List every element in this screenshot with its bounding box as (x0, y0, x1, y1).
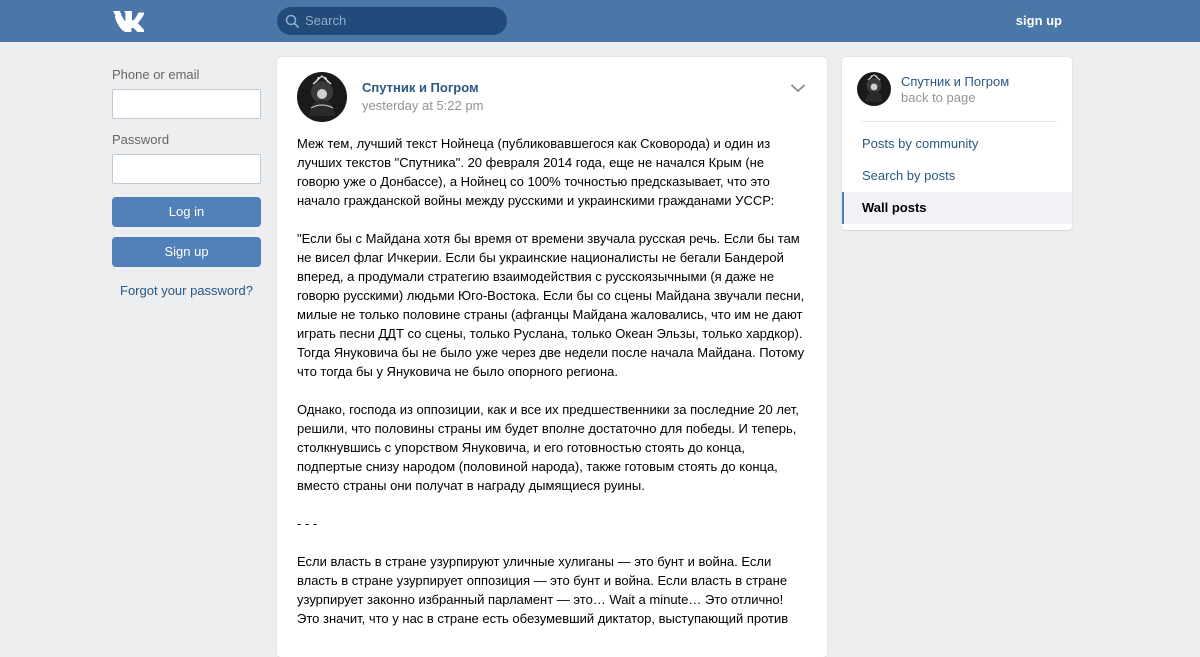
top-bar (0, 0, 1200, 42)
signup-button[interactable]: Sign up (112, 237, 261, 267)
divider (862, 121, 1057, 122)
forgot-password-link[interactable]: Forgot your password? (120, 283, 253, 298)
post-author[interactable]: Спутник и Погром (362, 80, 479, 95)
search-icon (285, 14, 299, 28)
post-text (297, 134, 809, 647)
community-avatar-small[interactable] (857, 72, 891, 106)
post-paragraph: Если власть в стране узурпируют уличные хулиганы — это бунт и война. Если власть в стране узурпирует оппозиция — это бунт и война. Если власть в стране узурпирует законно избранный парламент — это… Wait a minute… Это отлично! Это значит, что у нас в стране есть обезумевший диктатор, выступающий против (297, 554, 789, 626)
sidebar-item-posts-by-community[interactable]: Posts by community (862, 136, 979, 151)
post-separator: - - - (297, 516, 318, 531)
chevron-down-icon[interactable] (791, 84, 805, 93)
community-sidebar (842, 57, 1072, 230)
post-paragraph: Однако, господа из оппозиции, как и все их предшественники за последние 20 лет, решили, что половины страны им будет вполне достаточно для победы. И теперь, столкнувшись с упорством Януковича, и его готовностью стоять до конца, подпертые снизу народом (половиной народа), также готовым стоять до конца, вместо страны они получат в награду дымящиеся руины. (297, 402, 799, 493)
community-avatar[interactable] (297, 72, 347, 122)
sidebar-item-search-by-posts[interactable]: Search by posts (862, 168, 956, 183)
sidebar-item-wall-posts[interactable]: Wall posts (842, 192, 1072, 224)
avatar-image (297, 72, 347, 122)
login-button[interactable]: Log in (112, 197, 261, 227)
community-name[interactable]: Спутник и Погром (901, 74, 1010, 89)
password-label: Password (112, 132, 170, 147)
search-box[interactable] (277, 7, 507, 35)
post-time[interactable]: yesterday at 5:22 pm (362, 98, 484, 113)
post-paragraph: "Если бы с Майдана хотя бы время от времени звучала русская речь. Если бы там не висел флаг Ичкерии. Если бы украинские националисты не бегали Бандерой вперед, а продумали стратегию взаимодействия с русскоязычными (я даже не говорю русскими) людьми Юго-Востока. Если бы со сцены Майдана звучали песни, милые не только половине страны (афганцы Майдана жаловались, что им не дают играть песни ДДТ со сцены, только Руслана, только Океан Эльзы, только хардкор). Тогда Януковича бы не было уже через две недели после начала Майдана. Потому что тогда бы у Януковича не было опорного региона. (297, 231, 805, 379)
phone-email-input[interactable] (112, 89, 261, 119)
search-input[interactable]: Search (305, 13, 347, 28)
password-input[interactable] (112, 154, 261, 184)
wall-post (277, 57, 827, 657)
signup-link[interactable]: sign up (1015, 13, 1062, 28)
phone-label: Phone or email (112, 67, 200, 82)
avatar-image (857, 72, 891, 106)
login-panel (112, 67, 261, 298)
vk-logo-icon[interactable] (112, 10, 144, 32)
back-to-page-link[interactable]: back to page (901, 90, 976, 105)
post-paragraph: Меж тем, лучший текст Нойнеца (публиковавшегося как Сковорода) и один из лучших текстов "Спутника". 20 февраля 2014 года, еще не начался Крым (не говорю уже о Донбассе), а Нойнец со 100% точностью предсказывает, что это начало гражданской войны между русскими и украинскими гражданами УССР: (297, 136, 775, 208)
sidebar-menu (842, 128, 1072, 224)
